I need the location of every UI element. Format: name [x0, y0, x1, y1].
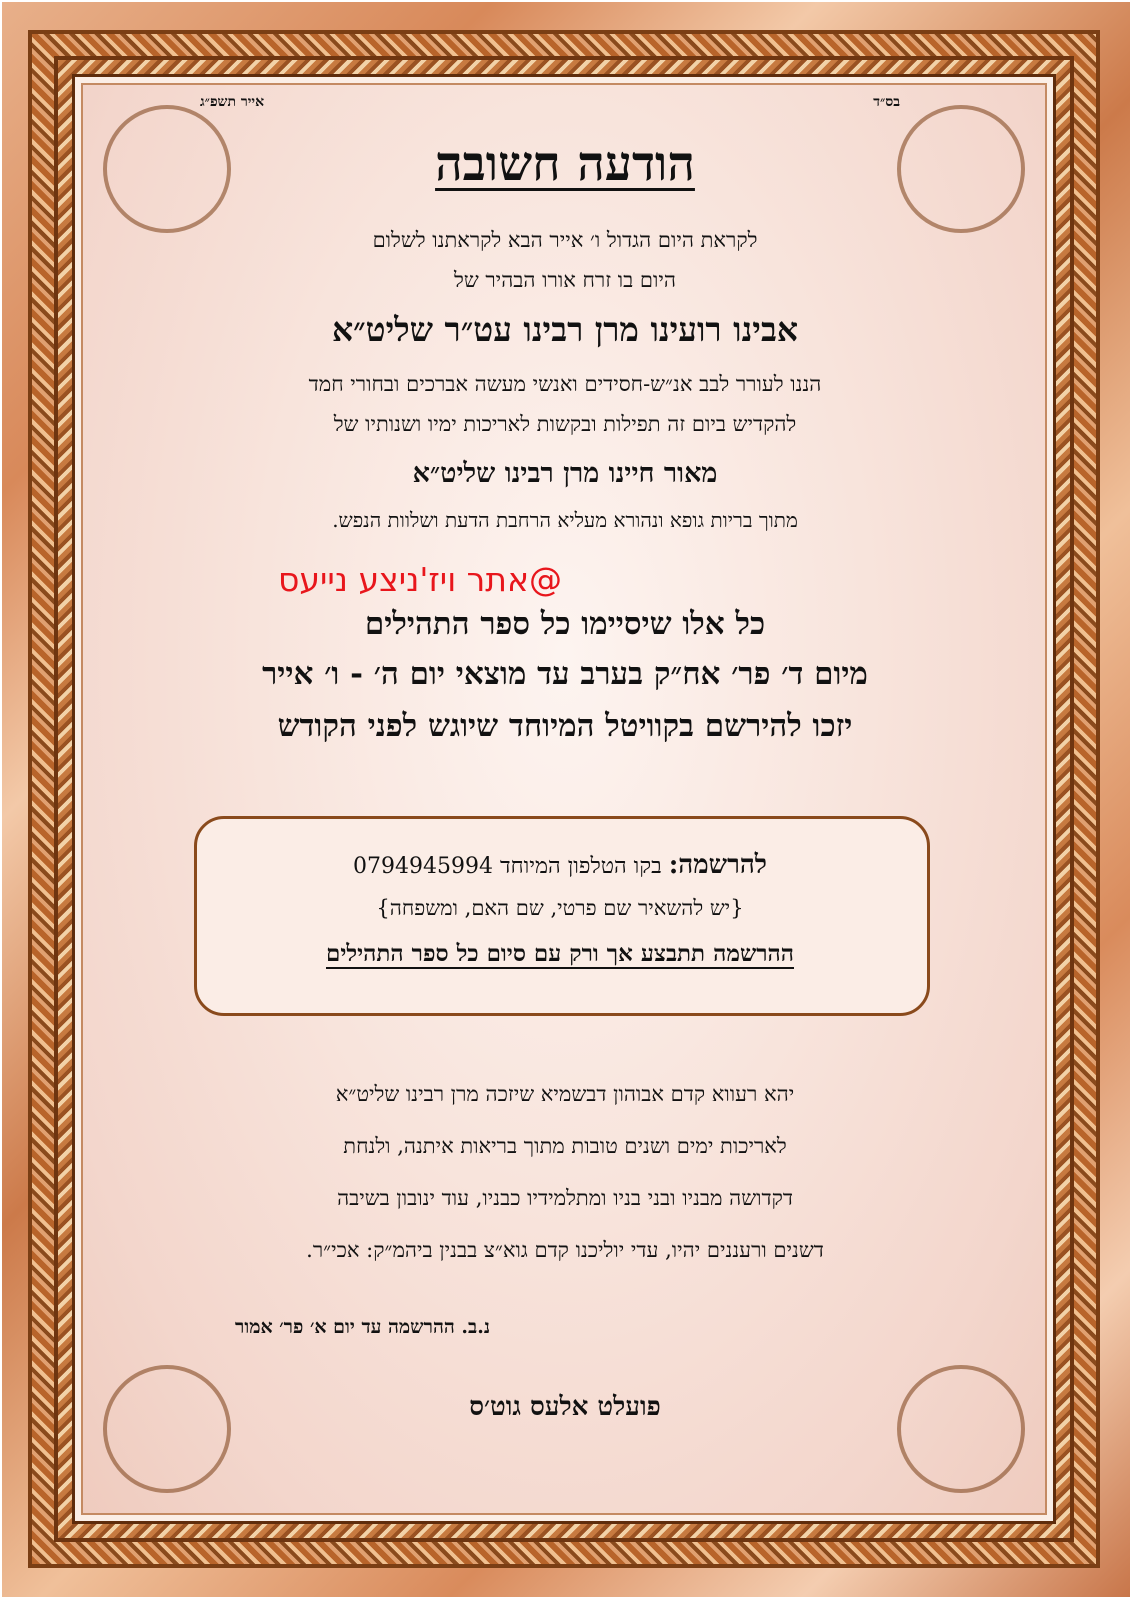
intro-line-6: מאור חיינו מרן רבינו שליט״א: [412, 458, 718, 489]
corner-ornament-icon: [103, 105, 231, 233]
blessing-line-2: לאריכות ימים ושנים טובות מתוך בריאות איתנה, ולנחת: [343, 1134, 787, 1158]
watermark: @אתר ויז'ניצע נייעס: [277, 560, 563, 599]
intro-line-7: מתוך בריות גופא ונהורא מעליא הרחבת הדעת ושלוות הנפש.: [332, 508, 798, 532]
registration-line: [240, 850, 880, 880]
hebrew-date: אייר תשפ״ג: [200, 94, 265, 110]
intro-line-5: להקדיש ביום זה תפילות ובקשות לאריכות ימיו ושנותיו של: [333, 412, 797, 436]
intro-line-1: לקראת היום הגדול ו׳ אייר הבא לקראתנו לשלום: [372, 228, 758, 252]
intro-line-2: היום בו זרח אורו הבהיר של: [454, 268, 676, 292]
footnote: נ.ב. ההרשמה עד יום א׳ פר׳ אמור: [235, 1316, 490, 1338]
corner-ornament-icon: [103, 1365, 231, 1493]
intro-line-3: אבינו רועינו מרן רבינו עט״ר שליט״א: [331, 310, 799, 349]
blessing-line-4: דשנים ורעננים יהיו, עדי יוליכנו קדם גוא״צ בבנין ביהמ״ק: אכי״ר.: [306, 1238, 824, 1262]
call-line-2: מיום ד׳ פר׳ אח״ק בערב עד מוצאי יום ה׳ - ו׳ אייר: [262, 656, 868, 692]
call-line-3: יזכו להירשם בקוויטל המיוחד שיוגש לפני הקודש: [277, 708, 853, 744]
intro-line-4: הננו לעורר לבב אנ״ש-חסידים ואנשי מעשה אברכים ובחורי חמד: [308, 372, 822, 396]
page-title: הודעה חשובה: [435, 136, 695, 192]
registration-condition: ההרשמה תתבצע אך ורק עם סיום כל ספר התהילים: [326, 940, 794, 967]
blessing-line-1: יהא רעווא קדם אבוהון דבשמיא שיזכה מרן רבינו שליט״א: [335, 1082, 795, 1106]
registration-phone: בקו הטלפון המיוחד 0794945994: [353, 854, 662, 879]
call-line-1: כל אלו שיסיימו כל ספר התהילים: [364, 606, 766, 642]
corner-ornament-icon: [897, 105, 1025, 233]
bsd-mark: בס״ד: [873, 94, 900, 110]
blessing-line-3: דקדושה מבניו ובני בניו ומתלמידיו כבניו, עוד ינובון בשיבה: [337, 1186, 793, 1210]
corner-ornament-icon: [897, 1365, 1025, 1493]
registration-label: להרשמה:: [668, 850, 767, 880]
paper: [81, 83, 1047, 1515]
registration-note: {יש להשאיר שם פרטי, שם האם, ומשפחה}: [376, 896, 744, 920]
signature: פועלט אלעס גוט׳ס: [469, 1392, 661, 1422]
